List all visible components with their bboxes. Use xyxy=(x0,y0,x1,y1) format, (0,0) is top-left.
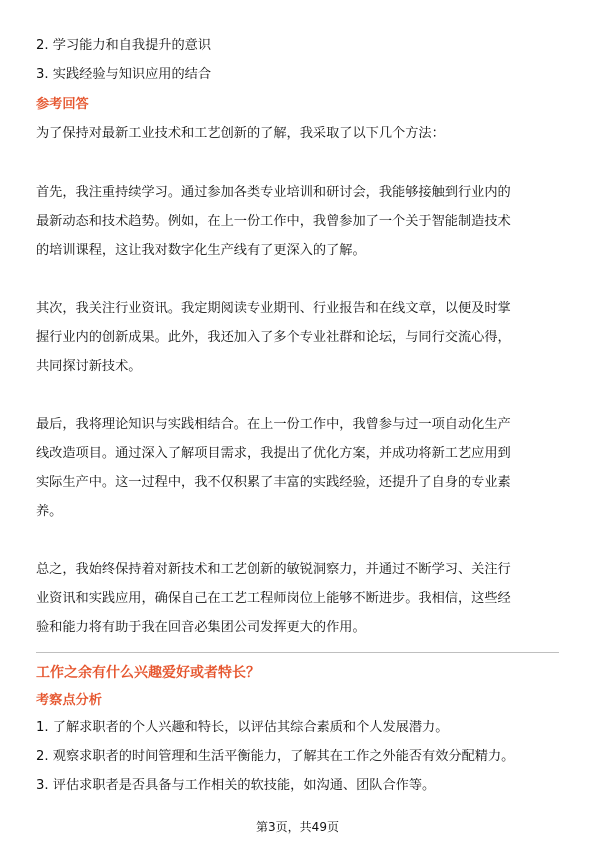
list-item: 2. 学习能力和自我提升的意识 xyxy=(36,38,212,53)
paragraph-line: 握行业内的创新成果。此外，我还加入了多个专业社群和论坛，与同行交流心得， xyxy=(36,330,511,345)
paragraph-line: 验和能力将有助于我在回音必集团公司发挥更大的作用。 xyxy=(36,620,366,635)
paragraph-line: 共同探讨新技术。 xyxy=(36,359,142,374)
paragraph-line: 最后，我将理论知识与实践相结合。在上一份工作中，我曾参与过一项自动化生产 xyxy=(36,417,511,432)
paragraph-line: 其次，我关注行业资讯。我定期阅读专业期刊、行业报告和在线文章，以便及时掌 xyxy=(36,301,511,316)
paragraph-line: 总之，我始终保持着对新技术和工艺创新的敏锐洞察力，并通过不断学习、关注行 xyxy=(36,562,511,577)
section-divider xyxy=(36,652,559,653)
list-item: 3. 评估求职者是否具备与工作相关的软技能，如沟通、团队合作等。 xyxy=(36,778,436,793)
answer-intro: 为了保持对最新工业技术和工艺创新的了解，我采取了以下几个方法： xyxy=(36,126,445,141)
question-title: 工作之余有什么兴趣爱好或者特长？ xyxy=(36,665,260,681)
list-item: 2. 观察求职者的时间管理和生活平衡能力，了解其在工作之外能否有效分配精力。 xyxy=(36,749,515,764)
analysis-heading: 考察点分析 xyxy=(36,693,102,708)
paragraph-line: 线改造项目。通过深入了解项目需求，我提出了优化方案，并成功将新工艺应用到 xyxy=(36,446,511,461)
paragraph-line: 实际生产中。这一过程中，我不仅积累了丰富的实践经验，还提升了自身的专业素 xyxy=(36,475,511,490)
answer-heading: 参考回答 xyxy=(36,97,89,112)
list-item: 1. 了解求职者的个人兴趣和特长，以评估其综合素质和个人发展潜力。 xyxy=(36,720,449,735)
page-footer: 第3页，共49页 xyxy=(256,820,339,834)
paragraph-line: 首先，我注重持续学习。通过参加各类专业培训和研讨会，我能够接触到行业内的 xyxy=(36,185,511,200)
paragraph-line: 的培训课程，这让我对数字化生产线有了更深入的了解。 xyxy=(36,243,366,258)
paragraph-line: 养。 xyxy=(36,504,63,519)
paragraph-line: 业资讯和实践应用，确保自己在工艺工程师岗位上能够不断进步。我相信，这些经 xyxy=(36,591,511,606)
list-item: 3. 实践经验与知识应用的结合 xyxy=(36,67,212,82)
paragraph-line: 最新动态和技术趋势。例如，在上一份工作中，我曾参加了一个关于智能制造技术 xyxy=(36,214,511,229)
